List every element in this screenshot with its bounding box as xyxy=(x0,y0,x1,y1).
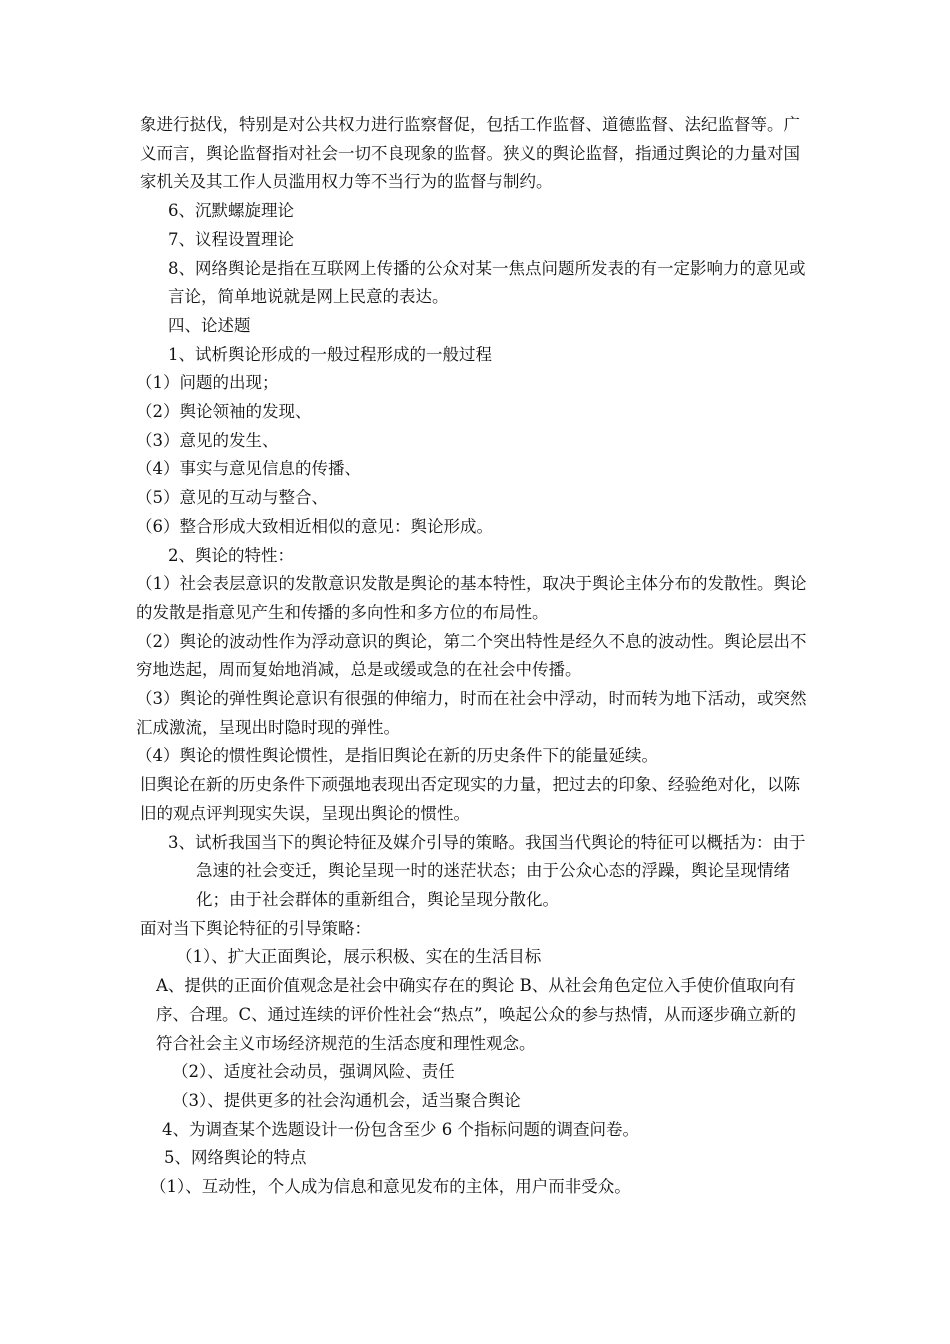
list-item: （1）问题的出现； xyxy=(136,373,279,393)
paragraph-strategy-details: A、提供的正面价值观念是社会中确实存在的舆论 B、从社会角色定位入手使价值取向有序、合理。C、通过连续的评价性社会“热点”，唤起公众的参与热情，从而逐步确立新的符合社会主义市场经济规范的生活态度和理性观念。 xyxy=(156,976,796,1053)
list-item: （2）舆论的波动性作为浮动意识的舆论，第二个突出特性是经久不息的波动性。舆论层出不穷地迭起，周而复始地消减，总是或缓或急的在社会中传播。 xyxy=(136,631,807,680)
question-5-heading: 5、网络舆论的特点 xyxy=(164,1148,307,1168)
list-item: （3）、提供更多的社会沟通机会，适当聚合舆论 xyxy=(172,1090,521,1110)
question-2-heading: 2、舆论的特性： xyxy=(168,545,294,565)
question-1-heading: 1、试析舆论形成的一般过程形成的一般过程 xyxy=(168,344,492,364)
question-3-paragraph: 3、试析我国当下的舆论特征及媒介引导的策略。我国当代舆论的特征可以概括为：由于急速的社会变迁，舆论呈现一时的迷茫状态；由于公众心态的浮躁，舆论呈现情绪化；由于社会群体的重新组合，舆论呈现分散化。 xyxy=(168,832,806,909)
list-item: （1）社会表层意识的发散意识发散是舆论的基本特性，取决于舆论主体分布的发散性。舆论的发散是指意见产生和传播的多向性和多方位的布局性。 xyxy=(136,574,807,622)
list-item: （1）、扩大正面舆论，展示积极、实在的生活目标 xyxy=(176,947,542,967)
document-body xyxy=(136,111,812,1202)
list-item: （3）意见的发生、 xyxy=(136,430,279,450)
list-item: （4）事实与意见信息的传播、 xyxy=(136,459,361,479)
list-item: （3）舆论的弹性舆论意识有很强的伸缩力，时而在社会中浮动，时而转为地下活动，或突然汇成激流，呈现出时隐时现的弹性。 xyxy=(136,689,807,737)
section-heading-essay-questions: 四、论述题 xyxy=(168,315,251,335)
list-item: （6）整合形成大致相近相似的意见：舆论形成。 xyxy=(136,516,493,536)
list-item: （5）意见的互动与整合、 xyxy=(136,488,328,508)
paragraph-inertia-explanation: 旧舆论在新的历史条件下顽强地表现出否定现实的力量，把过去的印象、经验绝对化，以陈旧的观点评判现实失误，呈现出舆论的惯性。 xyxy=(140,775,800,823)
item-agenda-setting: 7、议程设置理论 xyxy=(168,229,294,249)
question-4-heading: 4、为调查某个选题设计一份包含至少 6 个指标问题的调查问卷。 xyxy=(162,1119,639,1139)
list-item: （4）舆论的惯性舆论惯性，是指旧舆论在新的历史条件下的能量延续。 xyxy=(136,746,658,766)
list-item: （2）舆论领袖的发现、 xyxy=(136,402,312,422)
paragraph-opinion-supervision: 象进行挞伐，特别是对公共权力进行监察督促，包括工作监督、道德监督、法纪监督等。广义而言，舆论监督指对社会一切不良现象的监督。狭义的舆论监督，指通过舆论的力量对国家机关及其工作人员滥用权力等不当行为的监督与制约。 xyxy=(140,115,800,192)
item-online-opinion-definition: 8、网络舆论是指在互联网上传播的公众对某一焦点问题所发表的有一定影响力的意见或言论，简单地说就是网上民意的表达。 xyxy=(168,258,806,307)
guidance-strategy-heading: 面对当下舆论特征的引导策略： xyxy=(140,918,371,938)
item-spiral-of-silence: 6、沉默螺旋理论 xyxy=(168,201,294,221)
list-item: （1）、互动性，个人成为信息和意见发布的主体，用户而非受众。 xyxy=(150,1177,631,1197)
list-item: （2）、适度社会动员，强调风险、责任 xyxy=(172,1062,455,1082)
